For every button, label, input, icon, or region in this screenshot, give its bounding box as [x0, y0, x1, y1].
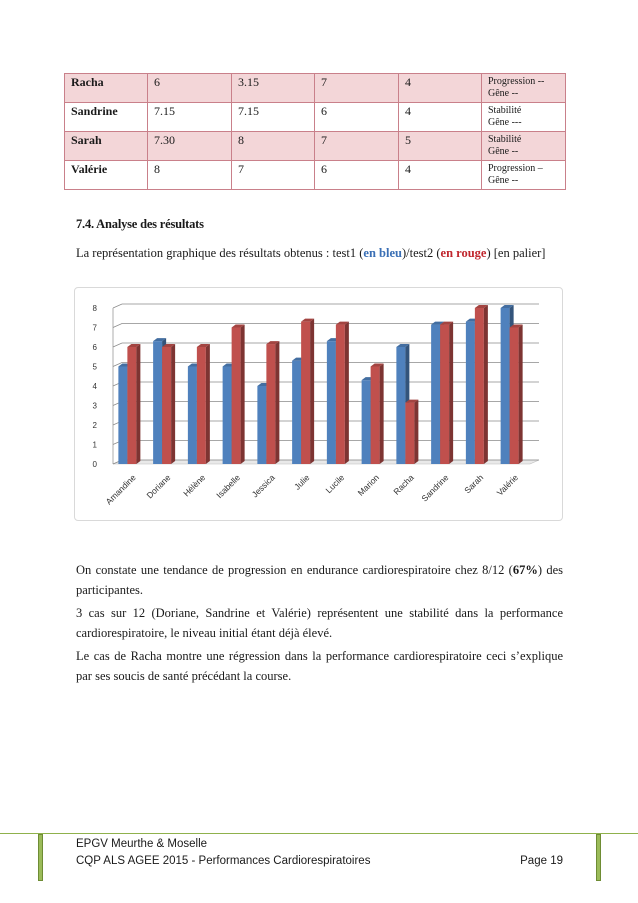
bar	[118, 367, 127, 465]
x-tick-label: Sarah	[462, 472, 486, 496]
cell-observation	[482, 132, 566, 161]
bar	[475, 308, 484, 464]
red-label: en rouge	[440, 246, 487, 260]
bar	[127, 347, 136, 464]
intro-text: )/test2 (	[401, 246, 441, 260]
cell-value: 7.15	[148, 103, 232, 132]
paragraph-text: On constate une tendance de progression en endurance cardiorespiratoire chez 8/12 (	[76, 563, 513, 577]
observation-line: Gêne --	[488, 175, 519, 186]
cell-name: Racha	[65, 74, 148, 103]
cell-value: 4	[399, 161, 482, 190]
cell-value: 8	[232, 132, 315, 161]
bar	[336, 325, 345, 464]
y-tick-label: 6	[92, 343, 97, 352]
gridline	[113, 304, 539, 308]
footer-organization: EPGV Meurthe & Moselle	[76, 838, 208, 850]
observation-line: Gêne ---	[488, 117, 522, 128]
bar	[232, 328, 241, 465]
bar-side	[449, 322, 453, 464]
cell-value: 4	[399, 103, 482, 132]
cell-value: 8	[148, 161, 232, 190]
chart-intro	[76, 243, 563, 263]
blue-label: en bleu	[363, 246, 402, 260]
bar	[396, 347, 405, 464]
cell-name: Sandrine	[65, 103, 148, 132]
x-tick-label: Racha	[391, 472, 416, 497]
x-tick-label: Jessica	[249, 472, 277, 500]
y-tick-label: 4	[92, 382, 97, 391]
bar	[257, 386, 266, 464]
observation-line: Progression –	[488, 163, 543, 174]
cell-value: 6	[315, 161, 399, 190]
y-tick-label: 7	[92, 323, 97, 333]
bar	[431, 325, 440, 464]
chart-canvas	[75, 288, 564, 522]
cell-value: 6	[315, 103, 399, 132]
bar	[153, 341, 162, 464]
bar-side	[484, 305, 488, 464]
table-row	[65, 132, 566, 161]
x-tick-label: Isabelle	[214, 472, 243, 501]
y-tick-label: 5	[92, 362, 97, 372]
bar-side	[241, 325, 245, 465]
footer-accent-bar-left	[38, 834, 43, 881]
cell-value: 7	[315, 132, 399, 161]
bar-side	[380, 364, 384, 465]
bar-side	[345, 322, 349, 464]
x-tick-label: Valérie	[494, 472, 521, 498]
bar	[371, 367, 380, 465]
cell-value: 7.30	[148, 132, 232, 161]
observation-line: Gêne --	[488, 88, 519, 99]
table-row	[65, 161, 566, 190]
cell-observation	[482, 161, 566, 190]
bar-side	[275, 341, 279, 464]
percent-value: 67%	[512, 563, 538, 577]
analysis-paragraph: 3 cas sur 12 (Doriane, Sandrine et Valérie) représentent une stabilité dans la performance cardiorespiratoire, le niveau initial étant déjà élevé.	[76, 606, 563, 640]
analysis-paragraph: Le cas de Racha montre une régression dans la performance cardiorespiratoire ceci s’explique par ses soucis de santé précédant la course.	[76, 649, 563, 683]
cell-value: 7	[315, 74, 399, 103]
bar-side	[519, 325, 523, 465]
bar	[292, 361, 301, 464]
cell-value: 4	[399, 74, 482, 103]
x-tick-label: Julie	[292, 472, 312, 492]
observation-line: Stabilité	[488, 105, 522, 116]
footer-document-title: CQP ALS AGEE 2015 - Performances Cardiorespiratoires	[76, 855, 371, 867]
x-tick-label: Hélène	[181, 472, 208, 499]
bar-chart	[74, 287, 563, 521]
y-tick-label: 1	[92, 440, 97, 450]
bar-side	[136, 344, 140, 464]
bar	[362, 380, 371, 464]
bar	[327, 341, 336, 464]
x-tick-label: Amandine	[103, 472, 138, 507]
bar	[162, 347, 171, 464]
cell-value: 3.15	[232, 74, 315, 103]
cell-value: 7.15	[232, 103, 315, 132]
bar-side	[206, 344, 210, 464]
bar-side	[171, 344, 175, 464]
cell-observation	[482, 74, 566, 103]
y-tick-label: 0	[92, 460, 97, 469]
footer-divider	[0, 833, 638, 834]
y-tick-label: 3	[92, 401, 97, 411]
results-table	[64, 73, 566, 190]
paragraph-text: ) des participantes.	[76, 563, 563, 597]
bar	[440, 325, 449, 464]
bar	[188, 367, 197, 465]
analysis-paragraph	[76, 560, 563, 600]
intro-text: La représentation graphique des résultats obtenus : test1 (	[76, 246, 364, 260]
cell-observation	[482, 103, 566, 132]
bar-side	[414, 400, 418, 464]
cell-name: Valérie	[65, 161, 148, 190]
section-heading: 7.4. Analyse des résultats	[76, 217, 204, 231]
observation-line: Stabilité	[488, 134, 522, 145]
table-body	[65, 74, 566, 190]
bar	[223, 367, 232, 465]
bar	[266, 344, 275, 464]
x-tick-label: Doriane	[144, 472, 173, 501]
bar	[301, 322, 310, 464]
y-tick-label: 2	[92, 421, 97, 430]
observation-line: Gêne --	[488, 146, 519, 157]
bar	[197, 347, 206, 464]
cell-value: 6	[148, 74, 232, 103]
table-row	[65, 74, 566, 103]
bar	[466, 322, 475, 464]
bar	[405, 403, 414, 464]
cell-value: 7	[232, 161, 315, 190]
bar	[510, 328, 519, 465]
footer-accent-bar-right	[596, 834, 601, 881]
y-tick-label: 8	[92, 304, 97, 313]
bar-side	[310, 319, 314, 464]
x-tick-label: Sandrine	[419, 472, 451, 504]
x-tick-label: Lucile	[323, 472, 347, 496]
cell-name: Sarah	[65, 132, 148, 161]
bar	[501, 308, 510, 464]
table-row	[65, 103, 566, 132]
page-number: Page 19	[520, 855, 563, 867]
intro-text: ) [en palier]	[486, 246, 546, 260]
x-tick-label: Marion	[355, 472, 382, 498]
observation-line: Progression --	[488, 76, 545, 87]
cell-value: 5	[399, 132, 482, 161]
